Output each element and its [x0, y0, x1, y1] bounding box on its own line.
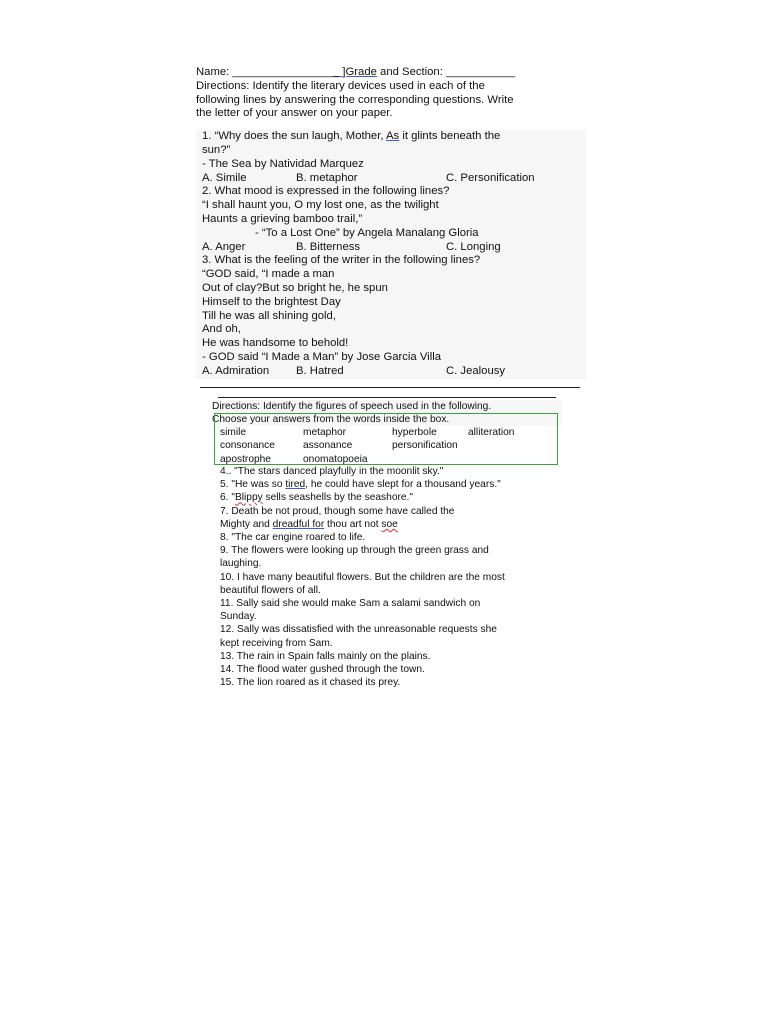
item-11-line-2: Sunday.	[220, 611, 257, 623]
q2-question: 2. What mood is expressed in the following lines?	[202, 185, 450, 198]
item-8: 8. "The car engine roared to life.	[220, 532, 366, 544]
name-grade-line	[196, 66, 586, 80]
q2-line-1: “I shall haunt you, O my lost one, as the twilight	[202, 199, 439, 212]
choice-b: B. metaphor	[296, 171, 358, 184]
item-7-line-1: 7. Death be not proud, though some have called the	[220, 505, 455, 517]
q1-line-2: sun?”	[202, 143, 231, 156]
item-6: 6. "Blippy sells seashells by the seashore."	[220, 492, 413, 504]
word-personification: personification	[392, 440, 458, 452]
part2-directions-line-2: Choose your answers from the words inside the box.	[212, 414, 450, 426]
q1-source: - The Sea by Natividad Marquez	[202, 157, 364, 170]
choice-b: B. Bitterness	[296, 240, 361, 253]
choice-a: A. Anger	[202, 240, 246, 253]
section-divider	[200, 387, 580, 388]
q3-line-2: Out of clay?But so bright he, he spun	[202, 281, 388, 294]
q2-source: - “To a Lost One” by Angela Manalang Gloria	[255, 226, 479, 239]
worksheet-part-1	[196, 66, 586, 379]
word-assonance: assonance	[303, 440, 353, 452]
choice-a: A. Simile	[202, 171, 247, 184]
item-14: 14. The flood water gushed through the town.	[220, 664, 425, 676]
word-metaphor: metaphor	[303, 427, 347, 438]
item-10-line-1: 10. I have many beautiful flowers. But the children are the most	[220, 571, 505, 583]
q2-choices	[202, 241, 586, 255]
q3-line-1: “GOD said, “I made a man	[202, 268, 335, 281]
item-10-line-2: beautiful flowers of all.	[220, 584, 321, 596]
directions-line-2: following lines by answering the corresponding questions. Write	[196, 93, 514, 106]
choice-a: A. Admiration	[202, 364, 270, 377]
word-hyperbole: hyperbole	[392, 427, 437, 438]
word-bank	[220, 426, 514, 466]
item-9-line-2: laughing.	[220, 558, 262, 570]
item-12-line-1: 12. Sally was dissatisfied with the unreasonable requests she	[220, 624, 497, 636]
directions-line-3: the letter of your answer on your paper.	[196, 107, 393, 120]
word-bank-row	[220, 439, 514, 452]
q1-choices	[202, 172, 586, 186]
word-bank-row	[220, 426, 514, 439]
choice-b: B. Hatred	[296, 364, 344, 377]
section-label: and Section: ___________	[376, 66, 516, 78]
item-12-line-2: kept receiving from Sam.	[220, 637, 333, 649]
part2-directions-line-1: Directions: Identify the figures of speech used in the following.	[212, 401, 492, 412]
q3-source: - GOD said “I Made a Man” by Jose Garcia Villa	[202, 350, 441, 363]
item-11-line-1: 11. Sally said she would make Sam a salami sandwich on	[220, 598, 481, 610]
name-label: Name: ________________	[196, 66, 333, 78]
item-5: 5. "He was so tired, he could have slept for a thousand years."	[220, 479, 501, 491]
item-9-line-1: 9. The flowers were looking up through the green grass and	[220, 545, 489, 557]
choice-c: C. Longing	[446, 240, 501, 253]
item-13: 13. The rain in Spain falls mainly on the plains.	[220, 650, 431, 662]
q3-line-5: And oh,	[202, 323, 241, 336]
directions-line-1: Directions: Identify the literary devices used in each of the	[196, 79, 485, 92]
figure-of-speech-items	[220, 465, 565, 689]
q2-line-2: Haunts a grieving bamboo trail,”	[202, 212, 363, 225]
word-simile: simile	[220, 427, 247, 438]
choice-c: C. Personification	[446, 171, 535, 184]
item-15: 15. The lion roared as it chased its prey.	[220, 677, 401, 689]
word-apostrophe: apostrophe	[220, 453, 271, 465]
q3-question: 3. What is the feeling of the writer in the following lines?	[202, 254, 481, 267]
q1-line-1: 1. “Why does the sun laugh, Mother, As it glints beneath the	[202, 130, 501, 143]
word-alliteration: alliteration	[468, 427, 515, 438]
word-onomatopoeia: onomatopoeia	[303, 453, 368, 465]
item-4: 4.. "The stars danced playfully in the moonlit sky."	[220, 466, 444, 477]
choice-c: C. Jealousy	[446, 364, 506, 377]
grade-link[interactable]: _ ]Grade	[332, 66, 377, 78]
q3-line-6: He was handsome to behold!	[202, 337, 349, 350]
item-7-line-2: Mighty and dreadful for thou art not soe	[220, 518, 398, 530]
word-consonance: consonance	[220, 440, 275, 452]
section-divider-short	[218, 397, 556, 398]
q3-line-3: Himself to the brightest Day	[202, 295, 341, 308]
q3-choices	[202, 365, 586, 379]
q3-line-4: Till he was all shining gold,	[202, 309, 336, 322]
question-block	[196, 130, 586, 378]
